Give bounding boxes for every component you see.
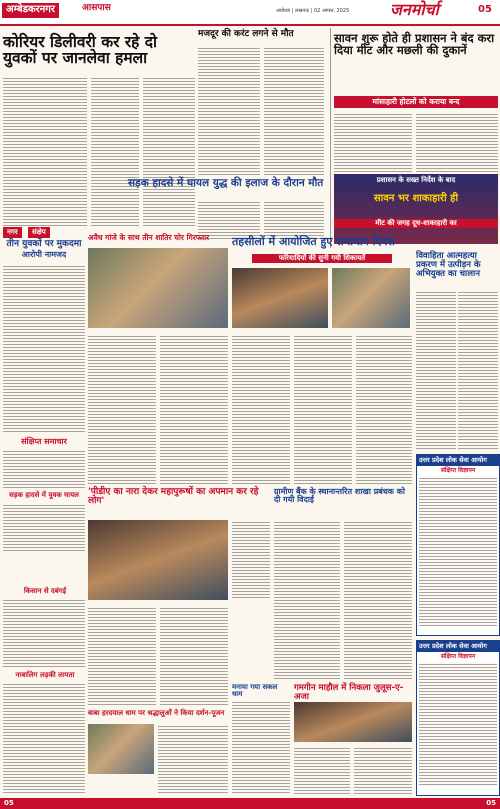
headline-electrocution: मजदूर की करंट लगने से मौत — [198, 29, 294, 39]
article-body — [458, 290, 498, 450]
ad-bottom-text: मीट की जगह दूध-शाकाहारी का — [334, 219, 498, 228]
headline-bhandara: बाबा हरदयाल धाम पर श्रद्धालुओं ने किया दर्शन-पूजन — [88, 709, 225, 717]
photo-police-arrest — [88, 248, 228, 328]
brief-body — [3, 264, 85, 434]
short-news-body — [3, 449, 85, 489]
article-body — [416, 112, 498, 172]
headline-meat-shops: सावन शुरू होते ही प्रशासन ने बंद करा दिया मीट और मछली की दुकानें — [334, 31, 495, 58]
page-number: 05 — [478, 4, 492, 15]
article-body — [354, 746, 412, 794]
short-news-body — [3, 503, 85, 553]
section-label-secondary: आसपास — [82, 3, 111, 13]
article-body — [294, 746, 350, 794]
headline-bank-farewell: ग्रामीण बैंक के स्थानान्तरित शाखा प्रबंधक को दी गयी विदाई — [274, 487, 405, 505]
article-body — [232, 520, 270, 600]
headline-accident-death: सड़क हादसे में घायल युद्ध की इलाज के दौरान मौत — [128, 177, 324, 189]
brief-subtitle: आरोपी नामजद — [21, 250, 67, 260]
label-nagar: नगर — [3, 227, 22, 238]
column-divider — [330, 28, 331, 248]
masthead — [0, 0, 500, 26]
short-news-item: नाबालिग लड़की लापता — [15, 671, 75, 679]
footer-page-right: 05 — [486, 799, 496, 807]
photo-procession — [294, 702, 412, 742]
brief-box — [3, 240, 85, 560]
article-body — [160, 334, 228, 484]
article-body — [344, 520, 412, 680]
article-body — [232, 334, 290, 484]
ad-mid-text: सावन भर शाकाहारी ही — [373, 193, 459, 205]
label-sankshep: संक्षेप — [28, 227, 50, 238]
upsc-ad-2 — [416, 640, 500, 796]
headline-ganja-arrest: अवैध गांजे के साथ तीन शातिर चोर गिरफ्तार — [88, 233, 210, 242]
photo-samadhan-diwas — [232, 268, 328, 328]
headline-muharram: गमगीन माहौल में निकला जुलूस-ए-अजा — [294, 683, 404, 702]
brief-title: तीन युवकों पर मुकदमा — [6, 239, 82, 249]
ad-body — [419, 476, 497, 626]
sawan-ad — [334, 174, 498, 244]
upsc-ad-1 — [416, 454, 500, 636]
headline-marriage-case: विवाहिता आत्महत्या प्रकरण में उत्पीड़न के अभियुक्त का चालान — [416, 251, 481, 279]
photo-meeting — [88, 520, 228, 600]
ad-top-text: प्रशासन के सख्त निर्देश के बाद — [376, 176, 456, 184]
headline-sakal: मनाया गया सकल धाम — [232, 683, 278, 699]
article-body — [91, 76, 139, 226]
dateline: अयोध्या | लखनऊ | 02 अगस्त, 2025 — [276, 8, 350, 14]
article-body — [88, 334, 156, 484]
photo-temple — [88, 724, 154, 774]
short-news-body — [3, 682, 85, 794]
article-body — [356, 334, 412, 484]
tag-complaints-heard: फरियादियों की सुनी गयी शिकायतें — [252, 254, 392, 263]
article-body — [294, 334, 352, 484]
ad-subtitle: संक्षिप्त विज्ञापन — [440, 466, 476, 474]
section-label-primary: अम्बेडकरनगर — [2, 3, 59, 18]
ad-title: उत्तर प्रदेश लोक सेवा आयोग — [417, 455, 499, 466]
headline-courier-attack: कोरियर डिलीवरी कर रहे दो युवकों पर जानलेवा हमला — [3, 33, 158, 68]
article-body — [158, 724, 228, 794]
article-body — [334, 112, 412, 172]
ad-title: उत्तर प्रदेश लोक सेवा आयोग — [417, 641, 499, 652]
article-body — [264, 46, 324, 176]
brand-logo: जनमोर्चा — [390, 0, 439, 19]
article-body — [3, 76, 87, 226]
article-body — [143, 76, 195, 226]
article-body — [416, 290, 456, 450]
ad-subtitle: संक्षिप्त विज्ञापन — [440, 652, 476, 660]
short-news-item: सड़क हादसे में युवक घायल — [9, 491, 79, 500]
short-news-item: किसान से दबंगई — [23, 587, 67, 595]
article-body — [88, 606, 156, 706]
headline-pda-slogan: 'पीडीए का नारा देकर महापुरूषों का अपमान कर रहे लोग' — [88, 487, 259, 507]
article-body — [274, 520, 340, 680]
article-body — [160, 606, 228, 706]
ad-body — [419, 662, 497, 786]
article-body — [232, 700, 290, 794]
tag-hotels-closed: मांसाहारी होटलों को कराया बन्द — [334, 96, 498, 108]
footer-bar — [0, 798, 500, 809]
short-news-body — [3, 598, 85, 668]
photo-officials — [332, 268, 410, 328]
article-body — [264, 200, 324, 240]
footer-page-left: 05 — [4, 799, 14, 807]
article-body — [198, 46, 260, 176]
headline-samadhan-diwas: तहसीलों में आयोजित हुए समाधान दिवस — [232, 235, 395, 248]
short-news-title: संक्षिप्त समाचार — [21, 436, 67, 446]
